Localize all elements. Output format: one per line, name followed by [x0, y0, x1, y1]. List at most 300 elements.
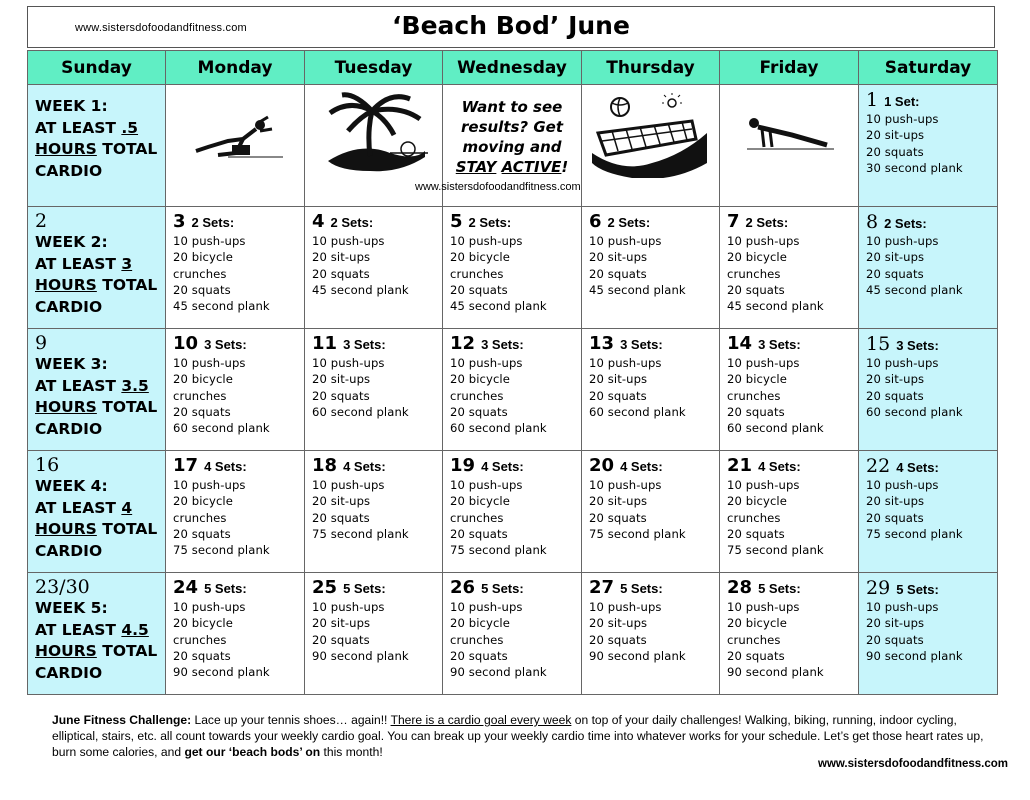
exercise-line: 10 push-ups: [727, 478, 800, 492]
exercise-line: 20 squats: [450, 282, 508, 297]
exercise-line: crunches: [173, 632, 227, 647]
day-cell: [582, 451, 720, 573]
day-number: 29: [866, 577, 891, 599]
exercise-line: 20 squats: [450, 404, 508, 419]
exercise-line: 10 push-ups: [589, 600, 662, 614]
exercise-line: 45 second plank: [589, 282, 686, 297]
weekday-header-row: [28, 51, 998, 85]
day-cell-saturday: [859, 85, 998, 207]
day-number: 19: [450, 455, 476, 476]
exercise-line: 10 push-ups: [450, 356, 523, 370]
week-goal: [28, 451, 165, 565]
day-number: 17: [173, 455, 199, 476]
day-cell: [305, 573, 443, 695]
day-content: [305, 329, 442, 424]
exercise-line: 60 second plank: [450, 421, 547, 436]
week-row: [28, 207, 998, 329]
exercise-line: 20 squats: [173, 282, 231, 297]
day-number: 15: [866, 333, 891, 355]
exercise-line: 60 second plank: [866, 404, 963, 419]
exercise-line: 45 second plank: [727, 299, 824, 314]
day-header: [450, 577, 574, 599]
sets-count: 4 Sets:: [620, 459, 663, 474]
exercise-line: 20 bicycle: [727, 616, 787, 631]
day-header: [173, 333, 297, 355]
exercise-line: crunches: [173, 266, 227, 281]
exercise-line: 10 push-ups: [312, 356, 385, 370]
week-goal-cell: [28, 85, 166, 207]
day-cell: [443, 207, 582, 329]
day-number: 13: [589, 333, 615, 354]
exercise-line: 10 push-ups: [727, 234, 800, 248]
challenge-underlined: There is a cardio goal every week: [390, 713, 572, 727]
week-start-date: 16: [35, 454, 60, 476]
exercise-line: 20 bicycle: [450, 250, 510, 265]
total-text: TOTAL: [96, 398, 158, 416]
exercise-line: 60 second plank: [727, 421, 824, 436]
at-least-text: AT LEAST: [35, 376, 122, 395]
exercise-line: 10 push-ups: [589, 356, 662, 370]
day-content: [720, 451, 858, 562]
exercise-line: 20 bicycle: [727, 494, 787, 509]
site-url-middle: www.sistersdofoodandfitness.com: [415, 181, 581, 193]
week-label: WEEK 2:: [35, 233, 108, 251]
at-least-line: [35, 498, 158, 520]
day-cell: [859, 329, 998, 451]
exercise-line: crunches: [173, 510, 227, 525]
exercise-line: 10 push-ups: [450, 234, 523, 248]
challenge-label: June Fitness Challenge:: [52, 713, 192, 727]
day-cell: [720, 207, 859, 329]
exercise-line: 20 squats: [312, 388, 370, 403]
weekday-header-saturday: Saturday: [859, 51, 998, 85]
day-header: [312, 333, 435, 355]
day-content: [859, 329, 997, 424]
day-number: 6: [589, 211, 602, 232]
exercise-line: 20 sit-ups: [866, 128, 925, 143]
exercise-line: 20 squats: [589, 388, 647, 403]
exercise-line: 90 second plank: [589, 648, 686, 663]
day-cell: [859, 207, 998, 329]
exercise-line: 10 push-ups: [866, 478, 939, 492]
cardio-hours-value: .5: [121, 118, 139, 137]
cardio-text: CARDIO: [35, 161, 103, 180]
week-cardio-goal: [35, 232, 158, 318]
day-cell: [859, 451, 998, 573]
day-cell: [443, 329, 582, 451]
day-number: 4: [312, 211, 325, 232]
sets-count: 3 Sets:: [620, 337, 663, 352]
day-number: 10: [173, 333, 199, 354]
day-header: [589, 455, 712, 477]
day-header: [312, 211, 435, 233]
day-header: [312, 455, 435, 477]
exercise-line: 10 push-ups: [727, 600, 800, 614]
total-text: TOTAL: [96, 276, 158, 294]
exercise-line: 10 push-ups: [866, 356, 939, 370]
hours-text: HOURS: [35, 642, 97, 660]
day-content: [166, 329, 304, 440]
weekday-header-thursday: Thursday: [582, 51, 720, 85]
day-content: [582, 207, 719, 302]
hours-text: HOURS: [35, 276, 97, 294]
day-content: [859, 451, 997, 546]
hours-total-line: [35, 275, 158, 297]
exercise-line: 10 push-ups: [312, 600, 385, 614]
exercise-line: crunches: [727, 510, 781, 525]
exercise-line: 20 squats: [866, 388, 924, 403]
week-cardio-goal: [35, 598, 158, 684]
exercise-line: 10 push-ups: [450, 478, 523, 492]
picture-cell: [720, 85, 859, 207]
exercise-line: 60 second plank: [173, 421, 270, 436]
day-cell: [166, 207, 305, 329]
cardio-hours-value: 4.5: [121, 620, 149, 639]
day-header: [727, 333, 851, 355]
motivation-line-1: Want to see: [461, 98, 563, 116]
day-content: [859, 85, 997, 180]
exercise-line: 20 squats: [727, 648, 785, 663]
week-label: WEEK 3:: [35, 355, 108, 373]
exercise-line: 20 squats: [589, 632, 647, 647]
at-least-line: [35, 620, 158, 642]
day-number: 18: [312, 455, 338, 476]
day-number: 20: [589, 455, 615, 476]
day-header: [727, 211, 851, 233]
day-header: [866, 89, 990, 111]
weekday-header-sunday: Sunday: [28, 51, 166, 85]
challenge-text-2: on top of your daily challenges! Walking, biking, running, indoor cycling, elliptical, stairs, etc. all count towards your weekly cardio goal. You can break up your weekly cardio time into whatever works for your schedule. Let’s get those heart rates up, burn some calories, and: [52, 713, 984, 759]
exercise-line: crunches: [727, 266, 781, 281]
cardio-hours-value: 3.5: [121, 376, 149, 395]
sets-count: 3 Sets:: [896, 338, 939, 353]
exercise-line: 20 squats: [866, 510, 924, 525]
exercise-line: 10 push-ups: [589, 478, 662, 492]
hours-text: HOURS: [35, 398, 97, 416]
exercise-line: 45 second plank: [312, 282, 409, 297]
day-cell: [720, 451, 859, 573]
day-cell: [720, 329, 859, 451]
sets-count: 5 Sets:: [758, 581, 801, 596]
week-cardio-goal: [35, 96, 158, 182]
exercise-line: 75 second plank: [450, 543, 547, 558]
day-cell: [443, 573, 582, 695]
exercise-line: 20 squats: [173, 404, 231, 419]
exercise-line: 20 sit-ups: [312, 250, 371, 265]
exercise-line: 20 bicycle: [450, 494, 510, 509]
exercise-line: 60 second plank: [312, 404, 409, 419]
exercise-line: 10 push-ups: [866, 234, 939, 248]
exercise-line: 20 bicycle: [727, 372, 787, 387]
pushup-figure-icon: [742, 111, 837, 156]
day-header: [866, 455, 990, 477]
exercise-line: crunches: [450, 632, 504, 647]
day-cell: [582, 329, 720, 451]
day-cell: [166, 329, 305, 451]
sets-count: 5 Sets:: [896, 582, 939, 597]
week-start-date: 9: [35, 332, 48, 354]
exercise-line: 20 squats: [450, 648, 508, 663]
day-content: [443, 451, 581, 562]
exercise-line: 10 push-ups: [173, 234, 246, 248]
exercise-line: 20 squats: [173, 648, 231, 663]
exercise-line: 10 push-ups: [589, 234, 662, 248]
total-text: TOTAL: [96, 520, 158, 538]
week-start-date: 2: [35, 210, 48, 232]
at-least-line: [35, 118, 158, 140]
day-number: 27: [589, 577, 615, 598]
day-content: [305, 451, 442, 546]
exercise-line: 30 second plank: [866, 160, 963, 175]
exercise-line: 75 second plank: [866, 526, 963, 541]
sets-count: 4 Sets:: [896, 460, 939, 475]
hours-total-line: [35, 519, 158, 541]
hours-total-line: [35, 641, 158, 663]
week-goal-cell: [28, 573, 166, 695]
day-number: 12: [450, 333, 476, 354]
cardio-text: CARDIO: [35, 663, 103, 682]
sets-count: 1 Set:: [884, 94, 920, 109]
week-goal: [28, 207, 165, 321]
sets-count: 4 Sets:: [204, 459, 247, 474]
palm-tree-island-icon: [320, 91, 430, 176]
at-least-text: AT LEAST: [35, 498, 122, 517]
exercise-line: 20 squats: [866, 144, 924, 159]
exercise-line: 20 squats: [312, 632, 370, 647]
exercise-line: crunches: [173, 388, 227, 403]
week-goal: [28, 329, 165, 443]
picture-cell: [415, 85, 582, 207]
day-number: 14: [727, 333, 753, 354]
fitness-challenge-note: [52, 712, 997, 760]
exercise-line: 10 push-ups: [173, 356, 246, 370]
hours-text: HOURS: [35, 520, 97, 538]
exercise-line: 20 bicycle: [173, 250, 233, 265]
sets-count: 2 Sets:: [330, 215, 374, 230]
exercise-line: 75 second plank: [589, 526, 686, 541]
total-text: TOTAL: [96, 642, 158, 660]
day-number: 3: [173, 211, 186, 232]
day-header: [589, 333, 712, 355]
day-cell: [859, 573, 998, 695]
week-goal-cell: [28, 207, 166, 329]
exercise-line: 10 push-ups: [312, 234, 385, 248]
sets-count: 4 Sets:: [758, 459, 801, 474]
exercise-line: 20 bicycle: [450, 372, 510, 387]
week-label: WEEK 4:: [35, 477, 108, 495]
hours-total-line: [35, 397, 158, 419]
day-header: [866, 577, 990, 599]
week-cardio-goal: [35, 476, 158, 562]
day-number: 25: [312, 577, 338, 598]
day-cell: [166, 573, 305, 695]
picture-cell: [166, 85, 305, 207]
day-number: 28: [727, 577, 753, 598]
week-goal-cell: [28, 329, 166, 451]
week-goal: [28, 573, 165, 687]
exercise-line: 10 push-ups: [866, 600, 939, 614]
week-row: [28, 451, 998, 573]
exercise-line: 20 sit-ups: [589, 250, 648, 265]
day-header: [727, 577, 851, 599]
exercise-line: 10 push-ups: [312, 478, 385, 492]
day-header: [173, 455, 297, 477]
exercise-line: 20 bicycle: [173, 372, 233, 387]
exercise-line: 45 second plank: [450, 299, 547, 314]
cardio-hours-value: 4: [121, 498, 133, 517]
exercise-line: 45 second plank: [866, 282, 963, 297]
day-content: [166, 573, 304, 684]
sets-count: 5 Sets:: [204, 581, 247, 596]
day-header: [312, 577, 435, 599]
week-label: WEEK 5:: [35, 599, 108, 617]
exercise-line: 20 sit-ups: [589, 616, 648, 631]
day-number: 24: [173, 577, 199, 598]
challenge-bold: get our ‘beach bods’ on: [184, 745, 321, 759]
exercise-line: 10 push-ups: [866, 112, 939, 126]
hours-text: HOURS: [35, 140, 97, 158]
sets-count: 3 Sets:: [481, 337, 524, 352]
site-url-top: www.sistersdofoodandfitness.com: [75, 22, 247, 34]
day-number: 22: [866, 455, 891, 477]
exercise-line: 20 squats: [589, 266, 647, 281]
cardio-hours-value: 3: [121, 254, 133, 273]
exercise-line: 20 sit-ups: [312, 494, 371, 509]
exercise-line: 20 sit-ups: [866, 494, 925, 509]
day-header: [450, 333, 574, 355]
exercise-line: 20 sit-ups: [312, 372, 371, 387]
week-label: WEEK 1:: [35, 97, 108, 115]
exercise-line: 20 sit-ups: [866, 616, 925, 631]
motivation-line-4: STAY ACTIVE!: [455, 158, 569, 176]
exercise-line: 10 push-ups: [173, 600, 246, 614]
day-number: 7: [727, 211, 740, 232]
day-content: [582, 573, 719, 668]
day-header: [173, 577, 297, 599]
cardio-text: CARDIO: [35, 297, 103, 316]
day-header: [589, 211, 712, 233]
exercise-line: 20 bicycle: [450, 616, 510, 631]
day-cell: [720, 573, 859, 695]
motivation-line-2: results? Get: [461, 118, 563, 136]
exercise-line: 20 bicycle: [173, 616, 233, 631]
exercise-line: 20 squats: [727, 282, 785, 297]
week-row: [28, 329, 998, 451]
exercise-line: 20 sit-ups: [589, 494, 648, 509]
day-content: [166, 207, 304, 318]
sets-count: 5 Sets:: [620, 581, 663, 596]
week-goal-cell: [28, 451, 166, 573]
week-start-date: 23/30: [35, 576, 90, 598]
exercise-line: 20 squats: [866, 632, 924, 647]
sets-count: 3 Sets:: [343, 337, 386, 352]
exercise-line: 20 bicycle: [727, 250, 787, 265]
day-content: [443, 573, 581, 684]
sets-count: 2 Sets:: [607, 215, 651, 230]
exercise-line: 20 squats: [727, 404, 785, 419]
exercise-line: 90 second plank: [312, 648, 409, 663]
at-least-text: AT LEAST: [35, 620, 122, 639]
day-number: 5: [450, 211, 463, 232]
exercise-line: 10 push-ups: [450, 600, 523, 614]
exercise-line: 20 sit-ups: [312, 616, 371, 631]
exercise-line: 20 squats: [589, 510, 647, 525]
day-cell: [305, 207, 443, 329]
exercise-line: 20 squats: [727, 526, 785, 541]
volleyball-net-icon: [592, 93, 712, 178]
day-number: 8: [866, 211, 879, 233]
exercise-line: 20 sit-ups: [866, 250, 925, 265]
day-header: [173, 211, 297, 233]
exercise-line: 20 squats: [173, 526, 231, 541]
at-least-line: [35, 376, 158, 398]
page-title: ‘Beach Bod’ June: [392, 11, 630, 40]
exercise-line: crunches: [450, 266, 504, 281]
day-number: 21: [727, 455, 753, 476]
weekday-header-tuesday: Tuesday: [305, 51, 443, 85]
exercise-line: 90 second plank: [450, 665, 547, 680]
weekday-header-wednesday: Wednesday: [443, 51, 582, 85]
exercise-line: 20 bicycle: [173, 494, 233, 509]
day-number: 1: [866, 89, 879, 111]
sets-count: 4 Sets:: [481, 459, 524, 474]
exercise-line: crunches: [450, 510, 504, 525]
weekday-header-monday: Monday: [166, 51, 305, 85]
day-content: [720, 573, 858, 684]
day-content: [305, 207, 442, 302]
day-content: [443, 207, 581, 318]
sets-count: 3 Sets:: [758, 337, 801, 352]
exercise-line: crunches: [450, 388, 504, 403]
at-least-text: AT LEAST: [35, 254, 122, 273]
picture-cell: [582, 85, 720, 207]
exercise-line: 90 second plank: [866, 648, 963, 663]
exercise-line: 20 squats: [312, 510, 370, 525]
day-header: [866, 211, 990, 233]
exercise-line: 10 push-ups: [727, 356, 800, 370]
sets-count: 3 Sets:: [204, 337, 247, 352]
sets-count: 2 Sets:: [468, 215, 512, 230]
day-content: [859, 207, 997, 302]
day-number: 26: [450, 577, 476, 598]
week-row: [28, 573, 998, 695]
exercise-line: 20 squats: [450, 526, 508, 541]
calendar-grid: [27, 50, 998, 695]
week-start-date: [35, 88, 158, 96]
motivation-message: [453, 97, 571, 177]
motivation-line-3: moving and: [462, 138, 562, 156]
week-goal: [28, 85, 165, 185]
day-content: [582, 451, 719, 546]
exercise-line: 20 squats: [866, 266, 924, 281]
exercise-line: 75 second plank: [312, 526, 409, 541]
sets-count: 2 Sets:: [884, 216, 927, 231]
at-least-line: [35, 254, 158, 276]
day-number: 11: [312, 333, 338, 354]
situp-figure-icon: [188, 113, 288, 163]
weekday-header-friday: Friday: [720, 51, 859, 85]
day-header: [727, 455, 851, 477]
day-content: [166, 451, 304, 562]
day-content: [720, 207, 858, 318]
cardio-text: CARDIO: [35, 541, 103, 560]
challenge-text-3: this month!: [320, 745, 383, 759]
exercise-line: crunches: [727, 632, 781, 647]
day-cell: [582, 207, 720, 329]
day-header: [866, 333, 990, 355]
cardio-text: CARDIO: [35, 419, 103, 438]
day-cell: [305, 329, 443, 451]
